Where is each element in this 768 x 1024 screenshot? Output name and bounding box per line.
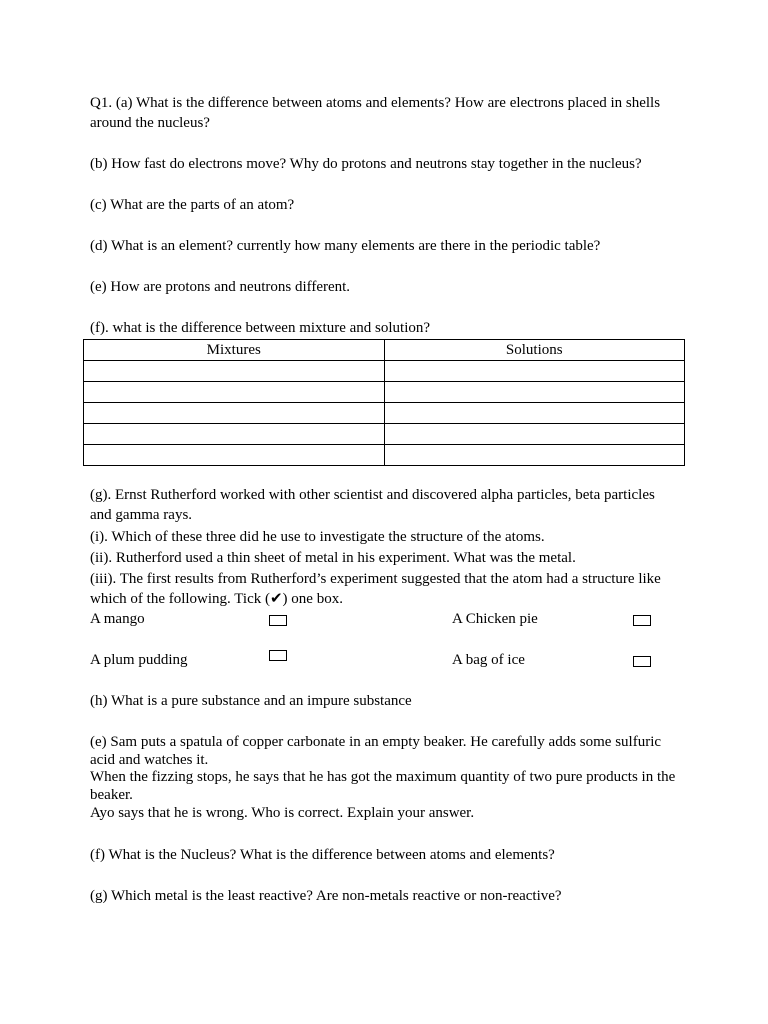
- question-2f: (f) What is the Nucleus? What is the difference between atoms and elements?: [90, 847, 555, 863]
- table-cell[interactable]: [84, 361, 385, 382]
- table-cell[interactable]: [384, 403, 685, 424]
- question-1g-iii: (iii). The first results from Rutherford’s experiment suggested that the atom had a structure like which of the following. Tick (✔) one box.: [90, 571, 661, 607]
- table-cell[interactable]: [384, 424, 685, 445]
- question-1g-intro: (g). Ernst Rutherford worked with other scientist and discovered alpha particles, beta particles and gamma rays.: [90, 487, 655, 523]
- table-row: [84, 361, 685, 382]
- question-1a: Q1. (a) What is the difference between atoms and elements? How are electrons placed in shells around the nucleus?: [90, 95, 661, 131]
- question-1e: (e) How are protons and neutrons different.: [90, 279, 351, 295]
- mixture-solution-table: [83, 339, 685, 466]
- table-header-row: [84, 340, 685, 361]
- table-row: [84, 445, 685, 466]
- table-row: [84, 382, 685, 403]
- question-2e-part-3: Ayo says that he is wrong. Who is correct. Explain your answer.: [90, 805, 475, 821]
- question-1g-i: (i). Which of these three did he use to investigate the structure of the atoms.: [90, 529, 545, 545]
- question-2e-part-2: When the fizzing stops, he says that he has got the maximum quantity of two pure products in the beaker.: [90, 769, 676, 803]
- table-cell[interactable]: [84, 445, 385, 466]
- table-cell[interactable]: [84, 403, 385, 424]
- option-chicken-pie-label: A Chicken pie: [452, 611, 538, 627]
- question-1c: (c) What are the parts of an atom?: [90, 197, 295, 213]
- option-bag-of-ice-label: A bag of ice: [452, 652, 525, 668]
- table-header-solutions: Solutions: [384, 340, 685, 361]
- table-cell[interactable]: [384, 361, 685, 382]
- question-2g: (g) Which metal is the least reactive? Are non-metals reactive or non-reactive?: [90, 888, 562, 904]
- option-bag-of-ice-checkbox[interactable]: [633, 656, 651, 667]
- table-cell[interactable]: [384, 445, 685, 466]
- table-header-mixtures: Mixtures: [84, 340, 385, 361]
- question-1d: (d) What is an element? currently how many elements are there in the periodic table?: [90, 238, 601, 254]
- table-cell[interactable]: [384, 382, 685, 403]
- question-1f: (f). what is the difference between mixture and solution?: [90, 320, 431, 336]
- question-1g-ii: (ii). Rutherford used a thin sheet of metal in his experiment. What was the metal.: [90, 550, 576, 566]
- table-row: [84, 424, 685, 445]
- question-1h: (h) What is a pure substance and an impure substance: [90, 693, 412, 709]
- option-plum-pudding-label: A plum pudding: [90, 652, 188, 668]
- table-row: [84, 403, 685, 424]
- table-cell[interactable]: [84, 424, 385, 445]
- question-1b: (b) How fast do electrons move? Why do protons and neutrons stay together in the nucleus?: [90, 156, 642, 172]
- table-cell[interactable]: [84, 382, 385, 403]
- option-mango-label: A mango: [90, 611, 145, 627]
- option-plum-pudding-checkbox[interactable]: [269, 650, 287, 661]
- option-mango-checkbox[interactable]: [269, 615, 287, 626]
- option-chicken-pie-checkbox[interactable]: [633, 615, 651, 626]
- question-2e-part-1: (e) Sam puts a spatula of copper carbonate in an empty beaker. He carefully adds some sulfuric acid and watches it.: [90, 734, 662, 768]
